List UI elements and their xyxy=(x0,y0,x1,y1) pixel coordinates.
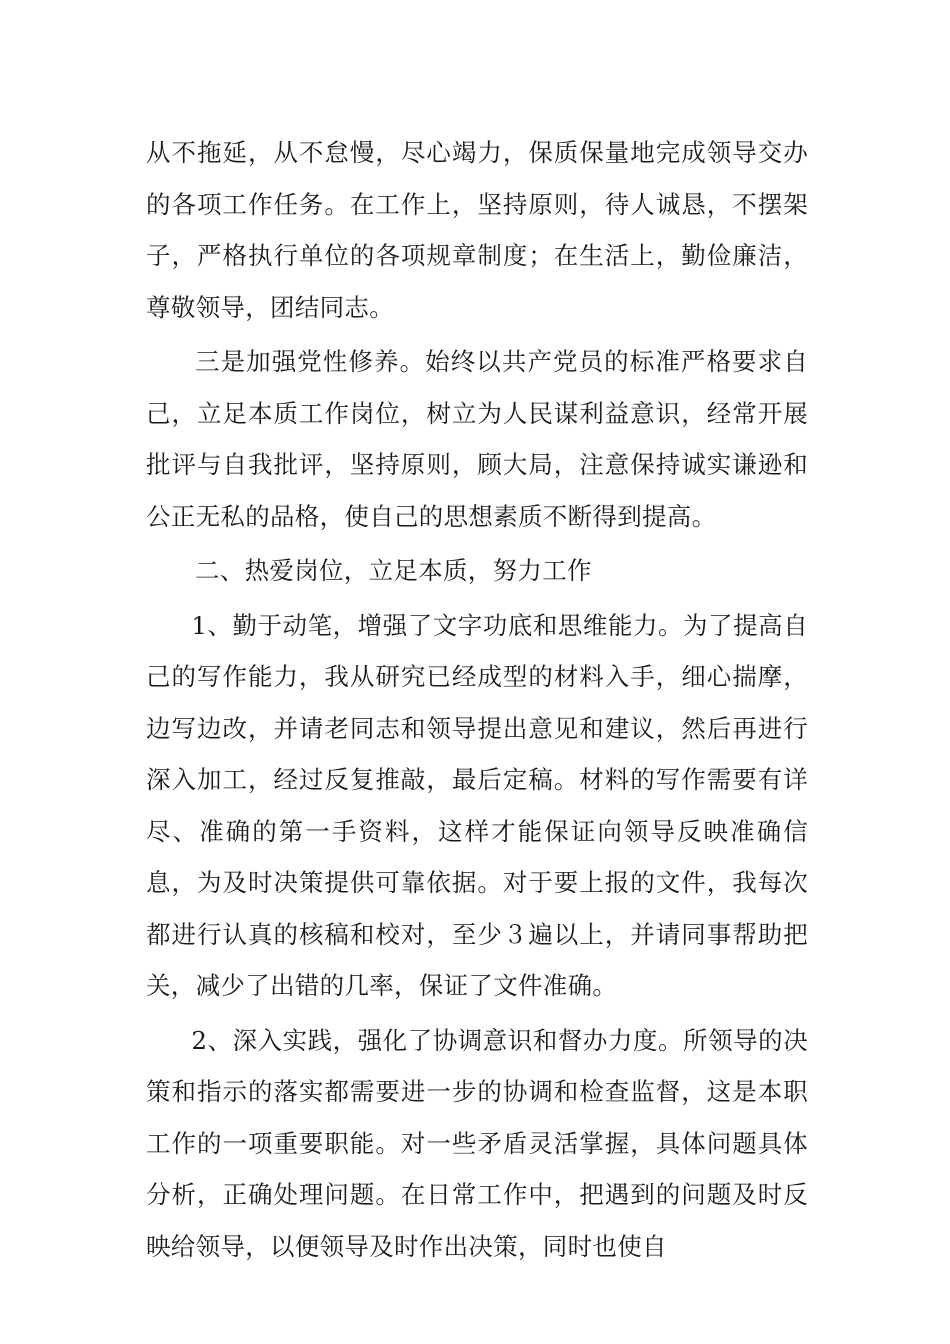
paragraph-coordination: 2、深入实践，强化了协调意识和督办力度。所领导的决策和指示的落实都需要进一步的协调和检查监督，这是本职工作的一项重要职能。对一些矛盾灵活掌握，具体问题具体分析，正确处理问题。在日常工作中，把遇到的问题及时反映给领导，以便领导及时作出决策，同时也使自 xyxy=(146,1025,808,1261)
paragraph-writing-skills: 1、勤于动笔，增强了文字功底和思维能力。为了提高自己的写作能力，我从研究已经成型的材料入手，细心揣摩，边写边改，并请老同志和领导提出意见和建议，然后再进行深入加工，经过反复推敲，最后定稿。材料的写作需要有详尽、准确的第一手资料，这样才能保证向领导反映准确信息，为及时决策提供可靠依据。对于要上报的文件，我每次都进行认真的核稿和校对，至少３遍以上，并请同事帮助把关，减少了出错的几率，保证了文件准确。 xyxy=(146,610,808,1000)
document-body xyxy=(146,127,808,1272)
paragraph-party-cultivation: 三是加强党性修养。始终以共产党员的标准严格要求自己，立足本质工作岗位，树立为人民谋利益意识，经常开展批评与自我批评，坚持原则，顾大局，注意保持诚实谦逊和公正无私的品格，使自己的思想素质不断得到提高。 xyxy=(146,347,808,531)
section-heading-love-post: 二、热爱岗位，立足本质，努力工作 xyxy=(195,556,592,585)
paragraph-work-attitude: 从不拖延，从不怠慢，尽心竭力，保质保量地完成领导交办的各项工作任务。在工作上，坚持原则，待人诚恳，不摆架子，严格执行单位的各项规章制度；在生活上，勤俭廉洁，尊敬领导，团结同志。 xyxy=(146,138,808,322)
